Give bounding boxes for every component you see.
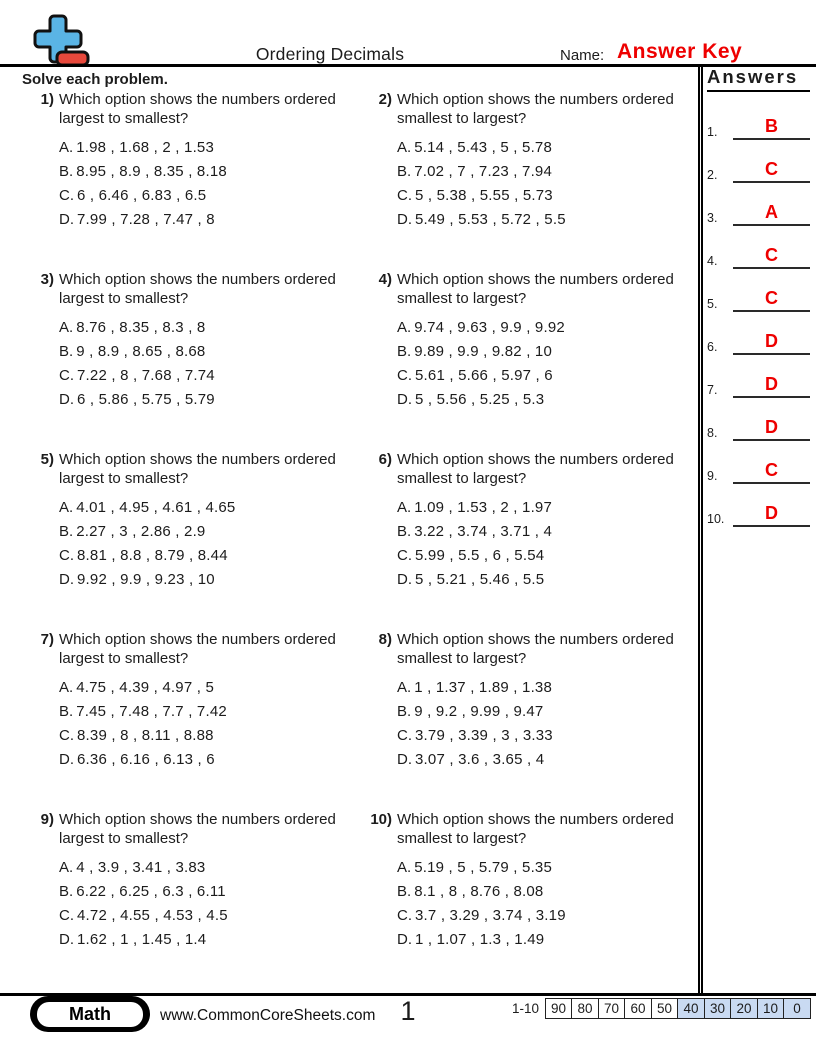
question-number: 1)	[40, 91, 54, 108]
answer-value: C	[733, 288, 810, 312]
question-number: 4)	[378, 271, 392, 288]
option-letter: A.	[59, 319, 74, 336]
option-values: 5.99 , 5.5 , 6 , 5.54	[415, 547, 545, 564]
option-letter: D.	[397, 931, 412, 948]
option-d	[397, 748, 698, 772]
score-cell-40: 40	[677, 998, 705, 1019]
option-a	[397, 496, 698, 520]
option-c	[59, 904, 360, 928]
option-b	[397, 160, 698, 184]
score-cell-20: 20	[730, 998, 758, 1019]
option-values: 4 , 3.9 , 3.41 , 3.83	[76, 859, 206, 876]
option-values: 8.1 , 8 , 8.76 , 8.08	[414, 883, 544, 900]
page-number: 1	[400, 996, 416, 1026]
answer-number: 2.	[707, 168, 718, 182]
option-values: 6 , 6.46 , 6.83 , 6.5	[77, 187, 207, 204]
option-letter: D.	[59, 211, 74, 228]
question-number: 3)	[40, 271, 54, 288]
answer-item-2	[707, 155, 810, 183]
answer-item-8	[707, 413, 810, 441]
option-d	[59, 928, 360, 952]
answers-panel	[707, 66, 810, 542]
question-prompt: Which option shows the numbers ordered smallest to largest?	[397, 91, 674, 127]
option-a	[59, 316, 360, 340]
option-b	[397, 880, 698, 904]
option-values: 9.89 , 9.9 , 9.82 , 10	[414, 343, 553, 360]
score-cell-60: 60	[624, 998, 652, 1019]
question-prompt: Which option shows the numbers ordered largest to smallest?	[59, 91, 336, 127]
answers-list	[707, 112, 810, 527]
question-prompt: Which option shows the numbers ordered largest to smallest?	[59, 631, 336, 667]
question-prompt: Which option shows the numbers ordered smallest to largest?	[397, 271, 674, 307]
answer-number: 9.	[707, 469, 718, 483]
option-letter: C.	[59, 367, 74, 384]
options-list	[59, 496, 360, 592]
option-c	[397, 364, 698, 388]
answers-divider	[698, 64, 703, 996]
answer-item-6	[707, 327, 810, 355]
option-values: 5.61 , 5.66 , 5.97 , 6	[415, 367, 553, 384]
option-values: 8.95 , 8.9 , 8.35 , 8.18	[76, 163, 227, 180]
score-cell-80: 80	[571, 998, 599, 1019]
page-title: Ordering Decimals	[255, 44, 405, 64]
option-values: 7.45 , 7.48 , 7.7 , 7.42	[76, 703, 227, 720]
option-values: 3.79 , 3.39 , 3 , 3.33	[415, 727, 553, 744]
answer-value: D	[733, 331, 810, 355]
answer-number: 5.	[707, 297, 718, 311]
option-letter: D.	[397, 751, 412, 768]
option-letter: B.	[59, 703, 74, 720]
option-b	[59, 700, 360, 724]
option-values: 6 , 5.86 , 5.75 , 5.79	[77, 391, 215, 408]
option-b	[59, 520, 360, 544]
options-list	[397, 496, 698, 592]
subject-label: Math	[37, 1002, 143, 1027]
option-a	[397, 856, 698, 880]
option-a	[59, 856, 360, 880]
option-letter: B.	[397, 703, 412, 720]
answer-item-3	[707, 198, 810, 226]
option-letter: C.	[59, 727, 74, 744]
option-letter: B.	[397, 883, 412, 900]
answer-number: 10.	[707, 512, 725, 526]
answer-value: A	[733, 202, 810, 226]
option-d	[397, 388, 698, 412]
option-values: 1.09 , 1.53 , 2 , 1.97	[414, 499, 553, 516]
option-letter: A.	[397, 139, 412, 156]
option-letter: D.	[59, 571, 74, 588]
option-values: 3.7 , 3.29 , 3.74 , 3.19	[415, 907, 566, 924]
answer-value: C	[733, 460, 810, 484]
option-letter: D.	[397, 391, 412, 408]
option-letter: A.	[397, 859, 412, 876]
option-c	[59, 724, 360, 748]
option-d	[59, 388, 360, 412]
option-letter: B.	[59, 883, 74, 900]
question-6	[360, 450, 698, 630]
option-values: 5.14 , 5.43 , 5 , 5.78	[414, 139, 553, 156]
answer-number: 4.	[707, 254, 718, 268]
options-list	[59, 676, 360, 772]
question-4	[360, 270, 698, 450]
question-number: 5)	[40, 451, 54, 468]
option-d	[59, 568, 360, 592]
score-cell-50: 50	[651, 998, 679, 1019]
option-c	[397, 904, 698, 928]
option-d	[59, 208, 360, 232]
option-values: 5 , 5.21 , 5.46 , 5.5	[415, 571, 545, 588]
option-c	[59, 544, 360, 568]
score-cell-70: 70	[598, 998, 626, 1019]
option-values: 7.99 , 7.28 , 7.47 , 8	[77, 211, 215, 228]
option-values: 9 , 8.9 , 8.65 , 8.68	[76, 343, 206, 360]
option-letter: C.	[59, 547, 74, 564]
option-values: 8.76 , 8.35 , 8.3 , 8	[76, 319, 206, 336]
option-values: 7.02 , 7 , 7.23 , 7.94	[414, 163, 553, 180]
answer-value: C	[733, 159, 810, 183]
question-prompt: Which option shows the numbers ordered largest to smallest?	[59, 271, 336, 307]
option-letter: B.	[59, 163, 74, 180]
name-label: Name:	[560, 47, 605, 64]
option-a	[59, 676, 360, 700]
option-letter: C.	[397, 547, 412, 564]
option-letter: A.	[59, 499, 74, 516]
option-values: 6.36 , 6.16 , 6.13 , 6	[77, 751, 215, 768]
option-values: 7.22 , 8 , 7.68 , 7.74	[77, 367, 215, 384]
answers-title: Answers	[707, 66, 810, 92]
option-d	[397, 568, 698, 592]
option-values: 5.19 , 5 , 5.79 , 5.35	[414, 859, 553, 876]
option-c	[397, 544, 698, 568]
option-c	[59, 184, 360, 208]
option-b	[397, 700, 698, 724]
option-letter: A.	[59, 139, 74, 156]
option-b	[397, 340, 698, 364]
option-letter: B.	[59, 343, 74, 360]
option-b	[397, 520, 698, 544]
answer-item-1	[707, 112, 810, 140]
option-letter: B.	[397, 343, 412, 360]
option-letter: D.	[397, 571, 412, 588]
website-text: www.CommonCoreSheets.com	[160, 1007, 376, 1024]
answer-number: 8.	[707, 426, 718, 440]
option-letter: A.	[59, 679, 74, 696]
answer-key-label: Answer Key	[617, 40, 743, 63]
option-letter: B.	[59, 523, 74, 540]
option-values: 4.72 , 4.55 , 4.53 , 4.5	[77, 907, 228, 924]
answer-value: D	[733, 374, 810, 398]
option-values: 5 , 5.38 , 5.55 , 5.73	[415, 187, 553, 204]
score-cells	[546, 998, 811, 1019]
question-number: 7)	[40, 631, 54, 648]
option-b	[59, 880, 360, 904]
option-letter: A.	[397, 499, 412, 516]
option-letter: C.	[397, 187, 412, 204]
answer-item-7	[707, 370, 810, 398]
option-c	[397, 184, 698, 208]
question-2	[360, 90, 698, 270]
option-letter: A.	[59, 859, 74, 876]
question-1	[22, 90, 360, 270]
score-strip	[512, 998, 811, 1019]
score-cell-30: 30	[704, 998, 732, 1019]
options-list	[59, 136, 360, 232]
option-values: 1.98 , 1.68 , 2 , 1.53	[76, 139, 215, 156]
answer-item-10	[707, 499, 810, 527]
answer-number: 6.	[707, 340, 718, 354]
option-a	[397, 136, 698, 160]
question-prompt: Which option shows the numbers ordered smallest to largest?	[397, 811, 674, 847]
question-number: 8)	[378, 631, 392, 648]
options-list	[59, 856, 360, 952]
option-d	[397, 208, 698, 232]
option-values: 1.62 , 1 , 1.45 , 1.4	[77, 931, 207, 948]
option-values: 8.39 , 8 , 8.11 , 8.88	[77, 727, 214, 744]
question-9	[22, 810, 360, 990]
option-a	[59, 136, 360, 160]
option-letter: B.	[397, 523, 412, 540]
options-list	[397, 136, 698, 232]
option-a	[397, 676, 698, 700]
option-d	[59, 748, 360, 772]
options-list	[397, 676, 698, 772]
answer-value: D	[733, 417, 810, 441]
option-letter: C.	[59, 187, 74, 204]
instructions: Solve each problem.	[22, 71, 168, 88]
answer-value: C	[733, 245, 810, 269]
option-c	[59, 364, 360, 388]
question-number: 9)	[40, 811, 54, 828]
option-values: 4.75 , 4.39 , 4.97 , 5	[76, 679, 215, 696]
question-5	[22, 450, 360, 630]
options-list	[397, 856, 698, 952]
score-cell-90: 90	[545, 998, 573, 1019]
option-letter: C.	[397, 907, 412, 924]
option-letter: C.	[59, 907, 74, 924]
option-values: 9.92 , 9.9 , 9.23 , 10	[77, 571, 215, 588]
header-divider	[0, 64, 816, 67]
answer-value: B	[733, 116, 810, 140]
option-letter: D.	[59, 391, 74, 408]
answer-number: 3.	[707, 211, 718, 225]
option-values: 4.01 , 4.95 , 4.61 , 4.65	[76, 499, 236, 516]
option-values: 2.27 , 3 , 2.86 , 2.9	[76, 523, 206, 540]
option-values: 9 , 9.2 , 9.99 , 9.47	[414, 703, 544, 720]
option-b	[59, 160, 360, 184]
question-number: 2)	[378, 91, 392, 108]
option-letter: C.	[397, 367, 412, 384]
question-8	[360, 630, 698, 810]
option-letter: B.	[397, 163, 412, 180]
option-a	[59, 496, 360, 520]
option-letter: D.	[59, 931, 74, 948]
answer-item-9	[707, 456, 810, 484]
option-letter: A.	[397, 679, 412, 696]
option-c	[397, 724, 698, 748]
option-letter: D.	[59, 751, 74, 768]
option-values: 8.81 , 8.8 , 8.79 , 8.44	[77, 547, 228, 564]
option-d	[397, 928, 698, 952]
answer-number: 7.	[707, 383, 718, 397]
option-values: 6.22 , 6.25 , 6.3 , 6.11	[76, 883, 226, 900]
question-prompt: Which option shows the numbers ordered smallest to largest?	[397, 631, 674, 667]
question-number: 6)	[378, 451, 392, 468]
option-letter: A.	[397, 319, 412, 336]
question-prompt: Which option shows the numbers ordered largest to smallest?	[59, 451, 336, 487]
option-values: 1 , 1.07 , 1.3 , 1.49	[415, 931, 545, 948]
options-list	[397, 316, 698, 412]
question-7	[22, 630, 360, 810]
option-values: 5.49 , 5.53 , 5.72 , 5.5	[415, 211, 566, 228]
answer-number: 1.	[707, 125, 718, 139]
question-3	[22, 270, 360, 450]
option-values: 3.07 , 3.6 , 3.65 , 4	[415, 751, 545, 768]
option-values: 3.22 , 3.74 , 3.71 , 4	[414, 523, 553, 540]
question-prompt: Which option shows the numbers ordered smallest to largest?	[397, 451, 674, 487]
option-letter: D.	[397, 211, 412, 228]
score-range-label: 1-10	[511, 1001, 539, 1016]
option-values: 1 , 1.37 , 1.89 , 1.38	[414, 679, 553, 696]
score-cell-10: 10	[757, 998, 785, 1019]
option-a	[397, 316, 698, 340]
answer-value: D	[733, 503, 810, 527]
options-list	[59, 316, 360, 412]
question-10	[360, 810, 698, 990]
option-values: 9.74 , 9.63 , 9.9 , 9.92	[414, 319, 565, 336]
question-number: 10)	[370, 811, 392, 828]
answer-item-4	[707, 241, 810, 269]
score-cell-0: 0	[783, 998, 811, 1019]
option-values: 5 , 5.56 , 5.25 , 5.3	[415, 391, 545, 408]
questions-grid	[22, 90, 698, 990]
answer-item-5	[707, 284, 810, 312]
option-letter: C.	[397, 727, 412, 744]
question-prompt: Which option shows the numbers ordered largest to smallest?	[59, 811, 336, 847]
option-b	[59, 340, 360, 364]
